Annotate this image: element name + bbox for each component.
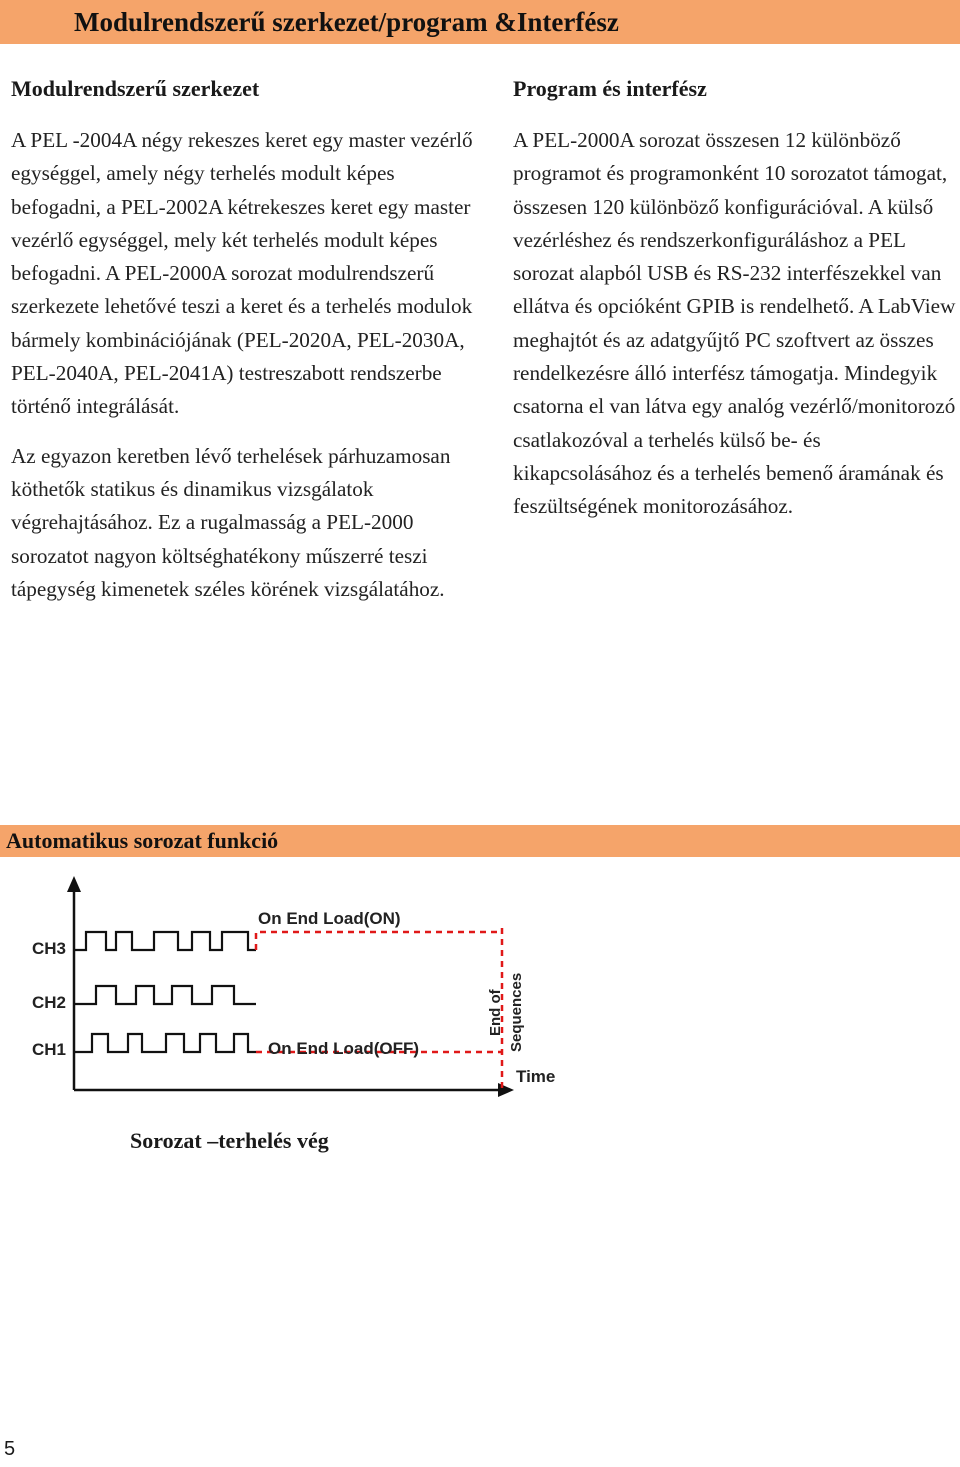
ch1-waveform (74, 1034, 256, 1052)
page-title: Modulrendszerű szerkezet/program &Interfész (74, 7, 619, 37)
ch3-on-end-load-dashed (256, 932, 502, 950)
modular-structure-column (11, 72, 481, 606)
ch2-label: CH2 (32, 993, 67, 1012)
program-interface-column (513, 72, 958, 524)
timing-diagram-svg (20, 868, 580, 1100)
end-of-label: End of (487, 989, 504, 1036)
program-interface-heading: Program és interfész (513, 76, 707, 101)
section-banner (0, 825, 960, 857)
section-title: Automatikus sorozat funkció (6, 828, 279, 853)
time-axis-arrow (498, 1083, 514, 1097)
header-banner (0, 0, 960, 44)
time-axis-label: Time (516, 1067, 556, 1086)
ch2-waveform (74, 986, 256, 1004)
modular-structure-paragraph-2: Az egyazon keretben lévő terhelések párhuzamosan köthetők statikus és dinamikus vizsgálatok végrehajtásához. Ez a rugalmasság a PEL-2000 sorozatot nagyon költséghatékony műszerré teszi tápegység kimenetek széles körének vizsgálatához. (11, 443, 451, 601)
sequence-timing-diagram (20, 868, 580, 1100)
modular-structure-paragraph-1: A PEL -2004A négy rekeszes keret egy master vezérlő egységgel, amely négy terhelés modult képes befogadni, a PEL-2002A kétrekeszes keret egy master vezérlő egységgel, mely két terhelés modult képes befogadni. A PEL-2000A sorozat modulrendszerű szerkezete lehetővé teszi a keret és a terhelés modulok bármely kombinációjának (PEL-2020A, PEL-2030A, PEL-2040A, PEL-2041A) testreszabott rendszerbe történő integrálását. (11, 128, 473, 419)
vertical-axis-arrow (67, 876, 81, 892)
sequences-label: Sequences (508, 972, 525, 1052)
modular-structure-heading: Modulrendszerű szerkezet (11, 76, 260, 101)
ch1-label: CH1 (32, 1040, 67, 1059)
ch3-waveform (74, 932, 256, 950)
program-interface-paragraph: A PEL-2000A sorozat összesen 12 különböző programot és programonként 10 sorozatot támogat, összesen 120 különböző konfigurációval. A külső vezérléshez és rendszerkonfiguráláshoz a PEL sorozat alapból USB és RS-232 interfészekkel van ellátva és opcióként GPIB is rendelhető. A LabView meghajtót és az adatgyűjtő PC szoftvert az összes rendelkezésre álló interfész támogatja. Mindegyik csatorna el van látva egy analóg vezérlő/monitorozó csatlakozóval a terhelés külső be- és kikapcsolásához és a terhelés bemenő áramának és feszültségének monitorozásához. (513, 128, 956, 519)
page-number: 5 (4, 1438, 16, 1460)
figure-caption: Sorozat –terhelés vég (130, 1128, 329, 1153)
ch3-label: CH3 (32, 939, 67, 958)
on-end-load-on-label: On End Load(ON) (258, 909, 401, 928)
on-end-load-off-label: On End Load(OFF) (268, 1039, 420, 1058)
